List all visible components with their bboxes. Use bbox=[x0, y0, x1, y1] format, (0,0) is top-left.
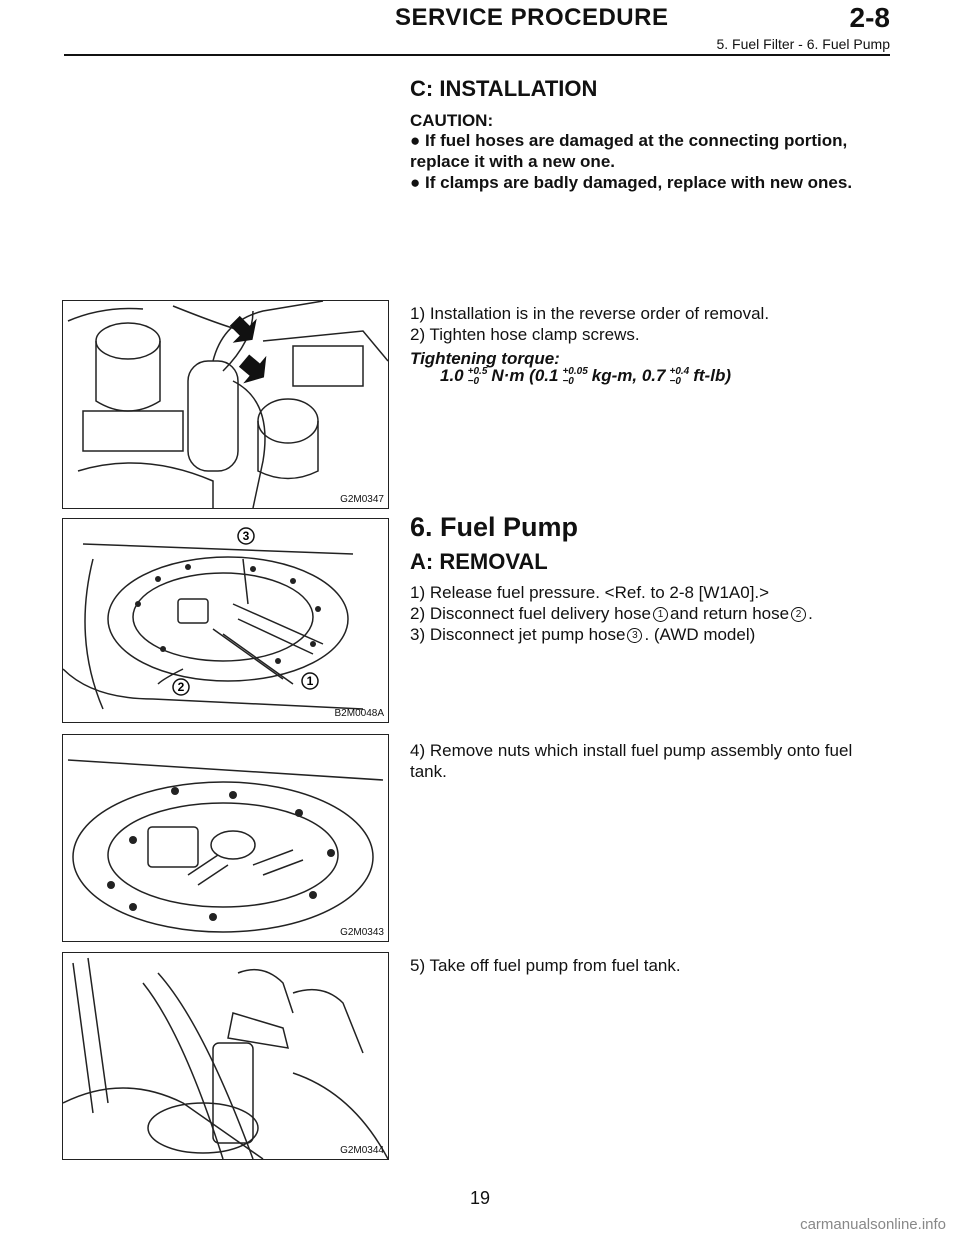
callout-label: 1 bbox=[306, 674, 314, 688]
pump-removal-illustration bbox=[63, 953, 388, 1159]
install-step-2: 2) Tighten hose clamp screws. bbox=[410, 325, 640, 344]
figure-code: G2M0344 bbox=[340, 1145, 384, 1156]
watermark: carmanualsonline.info bbox=[800, 1216, 946, 1233]
bullet-icon: ● bbox=[410, 173, 421, 192]
torque-value: 1.0 bbox=[440, 366, 464, 385]
removal-step-5: 5) Take off fuel pump from fuel tank. bbox=[410, 956, 681, 975]
header-title: SERVICE PROCEDURE bbox=[395, 4, 669, 31]
figure-pump-hoses bbox=[62, 518, 389, 723]
fuel-filter-illustration bbox=[63, 301, 388, 508]
removal-step-4: 4) Remove nuts which install fuel pump assembly onto fuel tank. bbox=[410, 741, 853, 781]
removal-step-1: 1) Release fuel pressure. <Ref. to 2-8 [W1A0].> bbox=[410, 583, 770, 602]
callout-label: 3 bbox=[242, 529, 250, 543]
pump-nuts-illustration bbox=[63, 735, 388, 941]
figure-pump-nuts bbox=[62, 734, 389, 942]
install-step-1: 1) Installation is in the reverse order of removal. bbox=[410, 304, 770, 323]
caution-label: CAUTION: bbox=[410, 111, 494, 130]
pump-hoses-illustration bbox=[63, 519, 388, 722]
caution-text: If fuel hoses are damaged at the connecting portion, replace it with a new one. bbox=[410, 131, 848, 171]
torque-unit: N·m (0.1 bbox=[491, 366, 559, 385]
header-subtitle: 5. Fuel Filter - 6. Fuel Pump bbox=[716, 36, 890, 52]
figure-code: G2M0347 bbox=[340, 494, 384, 505]
torque-unit: kg-m, 0.7 bbox=[591, 366, 666, 385]
removal-step-3: 3) Disconnect jet pump hose 3 . (AWD model) bbox=[410, 625, 756, 644]
torque-spec bbox=[440, 366, 731, 387]
removal-heading: A: REMOVAL bbox=[410, 549, 548, 574]
figure-fuel-filter bbox=[62, 300, 389, 509]
callout-3: 3 bbox=[627, 628, 642, 643]
figure-code: G2M0343 bbox=[340, 927, 384, 938]
section-title-fuel-pump: 6. Fuel Pump bbox=[410, 512, 579, 542]
callout-label: 2 bbox=[177, 680, 185, 694]
figure-code: B2M0048A bbox=[334, 708, 384, 719]
callout-1: 1 bbox=[653, 607, 668, 622]
bullet-icon: ● bbox=[410, 131, 421, 150]
tolerance: +0.5 −0 bbox=[467, 365, 488, 387]
installation-heading: C: INSTALLATION bbox=[410, 76, 598, 101]
callout-2: 2 bbox=[791, 607, 806, 622]
figure-pump-removal bbox=[62, 952, 389, 1160]
torque-unit: ft-lb) bbox=[693, 366, 731, 385]
tolerance: +0.4 −0 bbox=[669, 365, 690, 387]
header-section-number: 2-8 bbox=[849, 2, 890, 33]
caution-text: If clamps are badly damaged, replace with new ones. bbox=[425, 173, 853, 192]
torque-label: Tightening torque: bbox=[410, 349, 560, 368]
caution-item bbox=[410, 172, 890, 193]
page-number: 19 bbox=[469, 1188, 491, 1208]
caution-item bbox=[410, 130, 890, 172]
tolerance: +0.05 −0 bbox=[562, 365, 588, 387]
removal-step-2: 2) Disconnect fuel delivery hose 1 and return hose 2 . bbox=[410, 604, 813, 623]
header-divider bbox=[64, 54, 890, 56]
